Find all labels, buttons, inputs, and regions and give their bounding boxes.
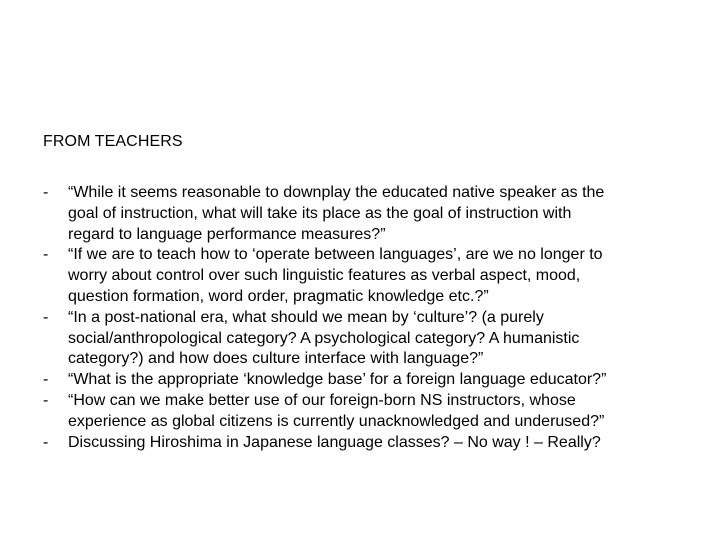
quote-item <box>43 433 693 454</box>
quote-text: “If we are to teach how to ‘operate between languages’, are we no longer to worry about control over such linguistic features as verbal aspect, mood, question formation, word order, pragmatic knowledge etc.?” <box>68 246 603 305</box>
quote-text: Discussing Hiroshima in Japanese language classes? – No way ! – Really? <box>68 433 601 451</box>
quote-text: “How can we make better use of our foreign-born NS instructors, whose experience as global citizens is currently unacknowledged and underused?” <box>68 391 605 430</box>
quote-item <box>43 370 693 391</box>
quote-item <box>43 183 693 245</box>
quote-item <box>43 245 693 307</box>
bullet-dash: - <box>43 246 49 264</box>
quote-list <box>43 183 693 453</box>
quote-text: “What is the appropriate ‘knowledge base’ for a foreign language educator?” <box>68 371 607 389</box>
bullet-dash: - <box>43 371 49 389</box>
quote-text: “While it seems reasonable to downplay the educated native speaker as the goal of instruction, what will take its place as the goal of instruction with regard to language performance measures?” <box>68 184 605 243</box>
bullet-dash: - <box>43 308 49 326</box>
bullet-dash: - <box>43 433 49 451</box>
section-heading: FROM TEACHERS <box>43 133 183 150</box>
quote-item <box>43 308 693 370</box>
bullet-dash: - <box>43 391 49 409</box>
bullet-dash: - <box>43 184 49 201</box>
quote-item <box>43 391 693 433</box>
quote-text: “In a post-national era, what should we mean by ‘culture’? (a purely social/anthropological category? A psychological category? A humanistic category?) and how does culture interface with language?” <box>68 308 580 368</box>
